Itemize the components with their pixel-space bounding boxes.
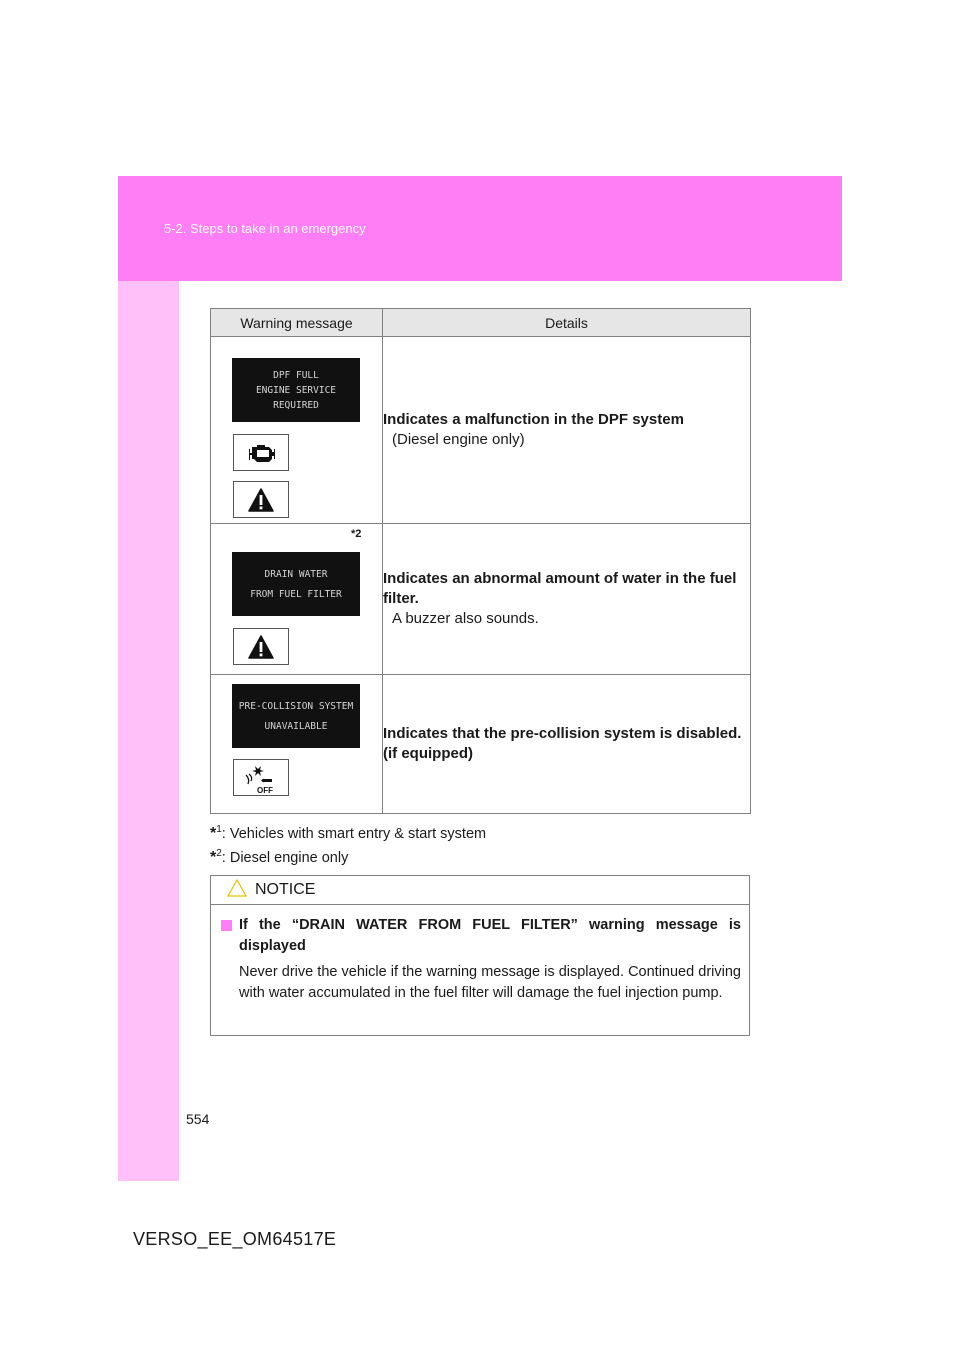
notice-body (211, 905, 749, 1004)
notice-box (210, 875, 750, 1036)
footnote-star: * (210, 824, 217, 842)
table-row (211, 675, 751, 814)
table-row (211, 337, 751, 524)
table-header-row (211, 309, 751, 337)
lcd-display (232, 358, 360, 422)
icon-off-label: OFF (257, 785, 273, 794)
warning-message-table (210, 308, 751, 814)
detail-bold: Indicates a malfunction in the DPF system (383, 411, 684, 428)
table-row (211, 524, 751, 675)
detail-bold: Indicates that the pre-collision system is disabled. (if equipped) (383, 725, 742, 762)
footnotes (210, 820, 486, 868)
notice-header (211, 876, 749, 905)
footnote-number: 1 (216, 824, 222, 835)
lcd-display (232, 684, 360, 748)
footnote-text: : Vehicles with smart entry & start system (221, 825, 487, 842)
lcd-line: DPF FULL (273, 369, 319, 381)
bullet-square-icon (221, 920, 232, 931)
lcd-line: FROM FUEL FILTER (250, 588, 342, 600)
footnote-star: * (210, 848, 217, 866)
document-code: VERSO_EE_OM64517E (133, 1229, 337, 1249)
footnote (210, 820, 486, 844)
page-number: 554 (186, 1111, 210, 1127)
warning-triangle-icon (233, 481, 289, 518)
detail-bold: Indicates an abnormal amount of water in the fuel filter. (383, 570, 737, 607)
notice-label: NOTICE (255, 881, 316, 898)
lcd-line: UNAVAILABLE (264, 720, 328, 732)
warning-triangle-icon (233, 628, 289, 665)
notice-title (221, 915, 741, 957)
notice-text: Never drive the vehicle if the warning message is displayed. Continued driving with water accumulated in the fuel filter will damage the fuel injection pump. (239, 964, 741, 1001)
message-image-cell (211, 337, 383, 524)
message-detail-cell (383, 337, 751, 524)
message-image-cell (211, 524, 383, 675)
footnote-mark: *2 (351, 528, 362, 540)
message-detail-cell (383, 675, 751, 814)
col-header-details: Details (383, 309, 751, 337)
lcd-line: REQUIRED (273, 399, 319, 411)
side-band (118, 281, 179, 1181)
lcd-display (232, 552, 360, 616)
message-image-cell (211, 675, 383, 814)
caution-triangle-icon (227, 879, 255, 902)
footnote-text: : Diesel engine only (221, 849, 349, 866)
footnote (210, 844, 486, 868)
message-detail-cell (383, 524, 751, 675)
lcd-line: ENGINE SERVICE (255, 384, 337, 396)
detail-plain: A buzzer also sounds. (392, 610, 539, 627)
footnote-number: 2 (216, 847, 222, 859)
detail-plain: (Diesel engine only) (392, 431, 525, 448)
engine-icon (233, 434, 289, 471)
lcd-line: PRE-COLLISION SYSTEM (238, 700, 354, 712)
pre-collision-off-icon (233, 759, 289, 796)
notice-title-text: If the “DRAIN WATER FROM FUEL FILTER” warning message is displayed (239, 917, 741, 954)
lcd-line: DRAIN WATER (264, 568, 328, 580)
col-header-message: Warning message (211, 309, 383, 337)
section-title: 5-2. Steps to take in an emergency (164, 221, 366, 236)
